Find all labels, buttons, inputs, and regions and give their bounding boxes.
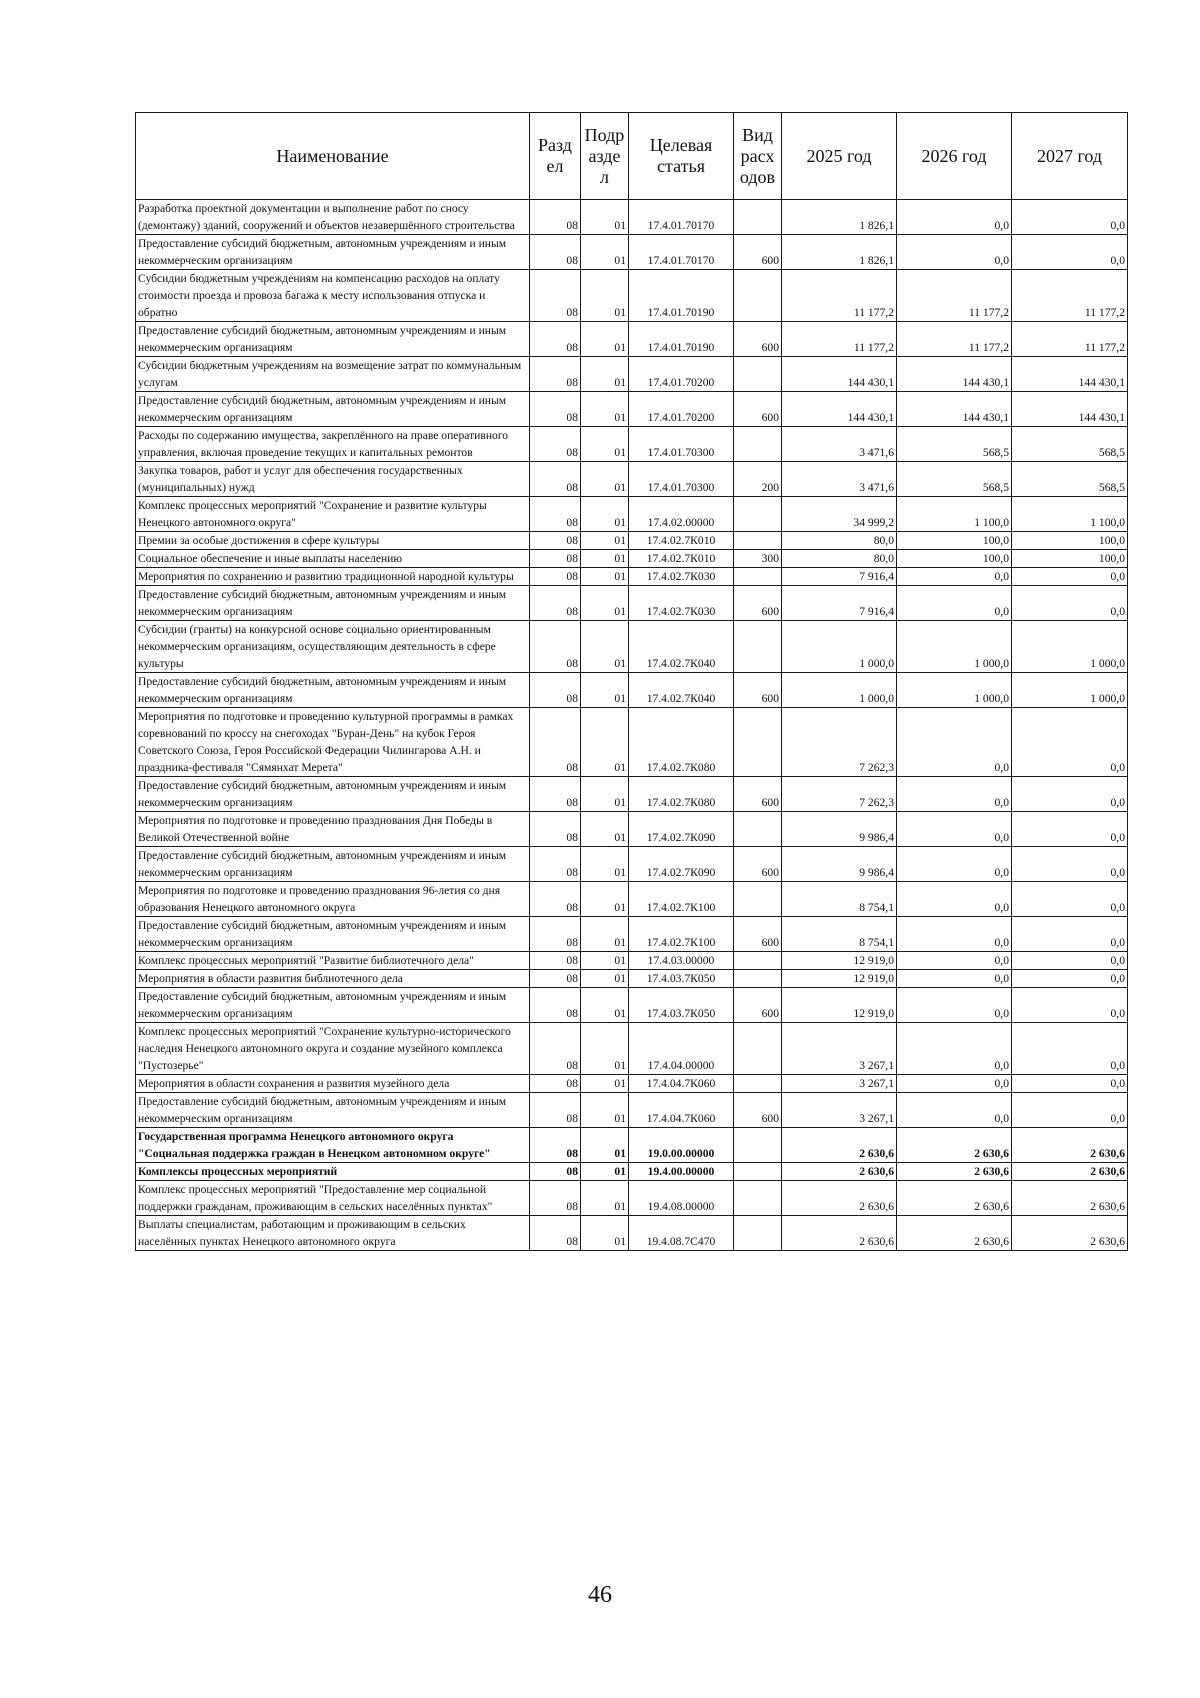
row-amount-2026-cell: 1 100,0 xyxy=(897,497,1012,532)
row-amount-2025-cell: 3 471,6 xyxy=(782,462,897,497)
row-amount-2027-cell: 2 630,6 xyxy=(1012,1128,1128,1163)
row-amount-2025-cell: 9 986,4 xyxy=(782,847,897,882)
table-row xyxy=(136,550,1128,568)
row-amount-2027-cell: 144 430,1 xyxy=(1012,357,1128,392)
table-row xyxy=(136,270,1128,322)
budget-table xyxy=(135,112,1128,1251)
row-article-cell: 17.4.02.7К080 xyxy=(629,708,734,777)
row-section-cell: 08 xyxy=(530,708,581,777)
row-subsection-cell: 01 xyxy=(581,532,629,550)
row-expense-type-cell xyxy=(734,1181,782,1216)
row-amount-2027-cell: 0,0 xyxy=(1012,777,1128,812)
row-name-cell: Комплекс процессных мероприятий "Сохранение и развитие культуры Ненецкого автономного округа" xyxy=(136,497,530,532)
row-amount-2026-cell: 1 000,0 xyxy=(897,673,1012,708)
row-subsection-cell: 01 xyxy=(581,427,629,462)
row-name-cell: Премии за особые достижения в сфере культуры xyxy=(136,532,530,550)
row-amount-2027-cell: 0,0 xyxy=(1012,200,1128,235)
row-amount-2026-cell: 0,0 xyxy=(897,777,1012,812)
row-name-cell: Разработка проектной документации и выполнение работ по сносу (демонтажу) зданий, сооружений и объектов незавершённого строительства xyxy=(136,200,530,235)
row-subsection-cell: 01 xyxy=(581,1163,629,1181)
row-amount-2027-cell: 0,0 xyxy=(1012,1023,1128,1075)
row-section-cell: 08 xyxy=(530,392,581,427)
row-subsection-cell: 01 xyxy=(581,550,629,568)
row-amount-2027-cell: 144 430,1 xyxy=(1012,392,1128,427)
row-expense-type-cell xyxy=(734,1128,782,1163)
header-year-2027: 2027 год xyxy=(1012,113,1128,200)
row-article-cell: 17.4.02.7К010 xyxy=(629,550,734,568)
row-amount-2027-cell: 0,0 xyxy=(1012,1075,1128,1093)
row-section-cell: 08 xyxy=(530,235,581,270)
row-amount-2026-cell: 0,0 xyxy=(897,882,1012,917)
row-name-cell: Выплаты специалистам, работающим и проживающим в сельских населённых пунктах Ненецкого автономного округа xyxy=(136,1216,530,1251)
row-section-cell: 08 xyxy=(530,568,581,586)
row-amount-2027-cell: 0,0 xyxy=(1012,708,1128,777)
row-amount-2027-cell: 0,0 xyxy=(1012,882,1128,917)
row-expense-type-cell xyxy=(734,1023,782,1075)
row-amount-2026-cell: 0,0 xyxy=(897,970,1012,988)
table-row xyxy=(136,532,1128,550)
row-amount-2025-cell: 3 471,6 xyxy=(782,427,897,462)
row-article-cell: 17.4.02.7К010 xyxy=(629,532,734,550)
row-subsection-cell: 01 xyxy=(581,235,629,270)
row-article-cell: 17.4.01.70200 xyxy=(629,357,734,392)
row-article-cell: 17.4.03.7К050 xyxy=(629,988,734,1023)
row-article-cell: 17.4.01.70190 xyxy=(629,322,734,357)
row-amount-2026-cell: 0,0 xyxy=(897,847,1012,882)
row-name-cell: Предоставление субсидий бюджетным, автономным учреждениям и иным некоммерческим организациям xyxy=(136,673,530,708)
row-name-cell: Комплекс процессных мероприятий "Предоставление мер социальной поддержки гражданам, проживающим в сельских населённых пунктах" xyxy=(136,1181,530,1216)
row-section-cell: 08 xyxy=(530,882,581,917)
row-subsection-cell: 01 xyxy=(581,952,629,970)
row-amount-2025-cell: 3 267,1 xyxy=(782,1023,897,1075)
row-section-cell: 08 xyxy=(530,812,581,847)
row-subsection-cell: 01 xyxy=(581,462,629,497)
row-amount-2025-cell: 12 919,0 xyxy=(782,988,897,1023)
row-expense-type-cell: 600 xyxy=(734,917,782,952)
row-name-cell: Социальное обеспечение и иные выплаты населению xyxy=(136,550,530,568)
row-amount-2025-cell: 7 916,4 xyxy=(782,568,897,586)
row-section-cell: 08 xyxy=(530,847,581,882)
row-subsection-cell: 01 xyxy=(581,917,629,952)
row-name-cell: Предоставление субсидий бюджетным, автономным учреждениям и иным некоммерческим организациям xyxy=(136,1093,530,1128)
table-row xyxy=(136,586,1128,621)
header-expense-type: Вид расх одов xyxy=(734,113,782,200)
row-section-cell: 08 xyxy=(530,917,581,952)
row-amount-2025-cell: 2 630,6 xyxy=(782,1216,897,1251)
row-article-cell: 19.0.00.00000 xyxy=(629,1128,734,1163)
row-subsection-cell: 01 xyxy=(581,970,629,988)
row-amount-2027-cell: 100,0 xyxy=(1012,532,1128,550)
row-article-cell: 17.4.01.70190 xyxy=(629,270,734,322)
row-section-cell: 08 xyxy=(530,586,581,621)
row-subsection-cell: 01 xyxy=(581,497,629,532)
row-article-cell: 17.4.01.70300 xyxy=(629,462,734,497)
row-name-cell: Предоставление субсидий бюджетным, автономным учреждениям и иным некоммерческим организациям xyxy=(136,777,530,812)
row-expense-type-cell: 600 xyxy=(734,847,782,882)
row-section-cell: 08 xyxy=(530,1075,581,1093)
row-expense-type-cell xyxy=(734,621,782,673)
row-expense-type-cell: 600 xyxy=(734,777,782,812)
row-amount-2026-cell: 144 430,1 xyxy=(897,357,1012,392)
row-name-cell: Субсидии бюджетным учреждениям на возмещение затрат по коммунальным услугам xyxy=(136,357,530,392)
row-expense-type-cell: 600 xyxy=(734,235,782,270)
row-section-cell: 08 xyxy=(530,532,581,550)
row-subsection-cell: 01 xyxy=(581,200,629,235)
row-subsection-cell: 01 xyxy=(581,847,629,882)
row-amount-2025-cell: 3 267,1 xyxy=(782,1093,897,1128)
row-article-cell: 17.4.02.7К080 xyxy=(629,777,734,812)
row-name-cell: Предоставление субсидий бюджетным, автономным учреждениям и иным некоммерческим организациям xyxy=(136,322,530,357)
row-section-cell: 08 xyxy=(530,427,581,462)
row-subsection-cell: 01 xyxy=(581,988,629,1023)
row-subsection-cell: 01 xyxy=(581,1216,629,1251)
row-amount-2027-cell: 0,0 xyxy=(1012,970,1128,988)
row-amount-2027-cell: 0,0 xyxy=(1012,1093,1128,1128)
table-row xyxy=(136,462,1128,497)
header-section: Разд ел xyxy=(530,113,581,200)
row-expense-type-cell xyxy=(734,1216,782,1251)
row-section-cell: 08 xyxy=(530,322,581,357)
row-section-cell: 08 xyxy=(530,988,581,1023)
table-row xyxy=(136,621,1128,673)
row-amount-2025-cell: 1 000,0 xyxy=(782,673,897,708)
row-amount-2026-cell: 1 000,0 xyxy=(897,621,1012,673)
row-amount-2025-cell: 7 262,3 xyxy=(782,777,897,812)
row-amount-2027-cell: 0,0 xyxy=(1012,988,1128,1023)
row-subsection-cell: 01 xyxy=(581,270,629,322)
row-expense-type-cell: 600 xyxy=(734,392,782,427)
header-subsection: Подр азде л xyxy=(581,113,629,200)
row-subsection-cell: 01 xyxy=(581,777,629,812)
row-amount-2027-cell: 0,0 xyxy=(1012,812,1128,847)
row-article-cell: 17.4.04.7К060 xyxy=(629,1093,734,1128)
row-subsection-cell: 01 xyxy=(581,1075,629,1093)
row-article-cell: 17.4.02.7К040 xyxy=(629,673,734,708)
row-amount-2025-cell: 80,0 xyxy=(782,532,897,550)
table-row xyxy=(136,970,1128,988)
row-amount-2025-cell: 11 177,2 xyxy=(782,270,897,322)
row-article-cell: 17.4.02.7К100 xyxy=(629,917,734,952)
table-row xyxy=(136,357,1128,392)
row-section-cell: 08 xyxy=(530,952,581,970)
row-section-cell: 08 xyxy=(530,357,581,392)
row-amount-2027-cell: 0,0 xyxy=(1012,235,1128,270)
row-expense-type-cell: 600 xyxy=(734,988,782,1023)
row-article-cell: 19.4.08.00000 xyxy=(629,1181,734,1216)
row-amount-2027-cell: 100,0 xyxy=(1012,550,1128,568)
row-subsection-cell: 01 xyxy=(581,812,629,847)
row-amount-2026-cell: 0,0 xyxy=(897,568,1012,586)
row-amount-2025-cell: 80,0 xyxy=(782,550,897,568)
row-amount-2026-cell: 0,0 xyxy=(897,1093,1012,1128)
row-subsection-cell: 01 xyxy=(581,882,629,917)
row-amount-2025-cell: 9 986,4 xyxy=(782,812,897,847)
row-expense-type-cell xyxy=(734,357,782,392)
row-amount-2025-cell: 8 754,1 xyxy=(782,917,897,952)
table-row xyxy=(136,392,1128,427)
row-expense-type-cell: 600 xyxy=(734,1093,782,1128)
row-amount-2027-cell: 11 177,2 xyxy=(1012,322,1128,357)
row-amount-2027-cell: 2 630,6 xyxy=(1012,1181,1128,1216)
row-amount-2027-cell: 0,0 xyxy=(1012,952,1128,970)
row-amount-2027-cell: 2 630,6 xyxy=(1012,1163,1128,1181)
row-name-cell: Мероприятия по подготовке и проведению культурной программы в рамках соревнований по кроссу на снегоходах "Буран-День" на кубок Героя Советского Союза, Героя Российской Федерации Чилингарова А.Н. и праздника-фестиваля "Сямянхат Мерета" xyxy=(136,708,530,777)
row-amount-2026-cell: 0,0 xyxy=(897,235,1012,270)
table-row xyxy=(136,812,1128,847)
row-article-cell: 19.4.00.00000 xyxy=(629,1163,734,1181)
table-row xyxy=(136,200,1128,235)
table-row xyxy=(136,497,1128,532)
row-expense-type-cell xyxy=(734,882,782,917)
row-amount-2025-cell: 12 919,0 xyxy=(782,970,897,988)
row-amount-2027-cell: 11 177,2 xyxy=(1012,270,1128,322)
row-amount-2025-cell: 2 630,6 xyxy=(782,1128,897,1163)
row-amount-2026-cell: 11 177,2 xyxy=(897,270,1012,322)
row-amount-2025-cell: 1 826,1 xyxy=(782,200,897,235)
row-amount-2027-cell: 568,5 xyxy=(1012,462,1128,497)
row-article-cell: 17.4.03.7К050 xyxy=(629,970,734,988)
row-article-cell: 17.4.02.7К100 xyxy=(629,882,734,917)
row-section-cell: 08 xyxy=(530,497,581,532)
row-expense-type-cell xyxy=(734,1075,782,1093)
row-article-cell: 17.4.01.70200 xyxy=(629,392,734,427)
table-row xyxy=(136,235,1128,270)
row-amount-2027-cell: 1 000,0 xyxy=(1012,673,1128,708)
row-amount-2027-cell: 0,0 xyxy=(1012,586,1128,621)
row-amount-2027-cell: 568,5 xyxy=(1012,427,1128,462)
table-row xyxy=(136,1075,1128,1093)
row-expense-type-cell: 600 xyxy=(734,322,782,357)
row-article-cell: 17.4.01.70300 xyxy=(629,427,734,462)
row-article-cell: 17.4.03.00000 xyxy=(629,952,734,970)
row-expense-type-cell: 200 xyxy=(734,462,782,497)
row-expense-type-cell xyxy=(734,568,782,586)
row-section-cell: 08 xyxy=(530,1128,581,1163)
row-subsection-cell: 01 xyxy=(581,1181,629,1216)
row-amount-2027-cell: 0,0 xyxy=(1012,847,1128,882)
table-header-row xyxy=(136,113,1128,200)
page-number: 46 xyxy=(588,1582,612,1608)
row-amount-2025-cell: 2 630,6 xyxy=(782,1163,897,1181)
row-amount-2026-cell: 0,0 xyxy=(897,200,1012,235)
row-name-cell: Мероприятия в области сохранения и развития музейного дела xyxy=(136,1075,530,1093)
row-section-cell: 08 xyxy=(530,970,581,988)
row-subsection-cell: 01 xyxy=(581,1093,629,1128)
row-amount-2027-cell: 0,0 xyxy=(1012,917,1128,952)
row-name-cell: Предоставление субсидий бюджетным, автономным учреждениям и иным некоммерческим организациям xyxy=(136,847,530,882)
row-amount-2026-cell: 0,0 xyxy=(897,708,1012,777)
row-expense-type-cell: 300 xyxy=(734,550,782,568)
table-row xyxy=(136,1216,1128,1251)
row-section-cell: 08 xyxy=(530,1181,581,1216)
table-row xyxy=(136,1163,1128,1181)
row-amount-2026-cell: 2 630,6 xyxy=(897,1128,1012,1163)
row-amount-2025-cell: 144 430,1 xyxy=(782,357,897,392)
row-subsection-cell: 01 xyxy=(581,586,629,621)
row-article-cell: 17.4.04.7К060 xyxy=(629,1075,734,1093)
row-name-cell: Мероприятия по подготовке и проведению празднования Дня Победы в Великой Отечественной войне xyxy=(136,812,530,847)
row-subsection-cell: 01 xyxy=(581,621,629,673)
row-article-cell: 17.4.02.7К090 xyxy=(629,847,734,882)
row-subsection-cell: 01 xyxy=(581,708,629,777)
header-year-2025: 2025 год xyxy=(782,113,897,200)
row-expense-type-cell xyxy=(734,1163,782,1181)
row-amount-2025-cell: 34 999,2 xyxy=(782,497,897,532)
row-amount-2026-cell: 0,0 xyxy=(897,812,1012,847)
row-amount-2026-cell: 144 430,1 xyxy=(897,392,1012,427)
row-amount-2027-cell: 1 100,0 xyxy=(1012,497,1128,532)
row-amount-2026-cell: 0,0 xyxy=(897,952,1012,970)
table-row xyxy=(136,1181,1128,1216)
table-row xyxy=(136,917,1128,952)
table-row xyxy=(136,322,1128,357)
row-subsection-cell: 01 xyxy=(581,568,629,586)
row-name-cell: Комплекс процессных мероприятий "Развитие библиотечного дела" xyxy=(136,952,530,970)
row-section-cell: 08 xyxy=(530,550,581,568)
row-name-cell: Предоставление субсидий бюджетным, автономным учреждениям и иным некоммерческим организациям xyxy=(136,917,530,952)
table-row xyxy=(136,568,1128,586)
row-amount-2025-cell: 7 916,4 xyxy=(782,586,897,621)
row-subsection-cell: 01 xyxy=(581,673,629,708)
row-amount-2026-cell: 2 630,6 xyxy=(897,1181,1012,1216)
row-amount-2025-cell: 144 430,1 xyxy=(782,392,897,427)
row-amount-2026-cell: 0,0 xyxy=(897,1023,1012,1075)
row-name-cell: Предоставление субсидий бюджетным, автономным учреждениям и иным некоммерческим организациям xyxy=(136,988,530,1023)
row-article-cell: 17.4.02.7К030 xyxy=(629,568,734,586)
row-expense-type-cell xyxy=(734,970,782,988)
row-section-cell: 08 xyxy=(530,200,581,235)
row-amount-2026-cell: 0,0 xyxy=(897,917,1012,952)
row-expense-type-cell: 600 xyxy=(734,586,782,621)
row-amount-2025-cell: 12 919,0 xyxy=(782,952,897,970)
row-expense-type-cell xyxy=(734,497,782,532)
row-amount-2027-cell: 1 000,0 xyxy=(1012,621,1128,673)
row-expense-type-cell: 600 xyxy=(734,673,782,708)
table-row xyxy=(136,1023,1128,1075)
row-section-cell: 08 xyxy=(530,1093,581,1128)
row-amount-2026-cell: 2 630,6 xyxy=(897,1216,1012,1251)
table-row xyxy=(136,777,1128,812)
table-row xyxy=(136,708,1128,777)
row-expense-type-cell xyxy=(734,952,782,970)
row-amount-2025-cell: 11 177,2 xyxy=(782,322,897,357)
row-amount-2025-cell: 8 754,1 xyxy=(782,882,897,917)
row-section-cell: 08 xyxy=(530,1163,581,1181)
row-article-cell: 17.4.02.7К030 xyxy=(629,586,734,621)
table-body xyxy=(136,200,1128,1251)
row-section-cell: 08 xyxy=(530,1216,581,1251)
row-subsection-cell: 01 xyxy=(581,357,629,392)
row-expense-type-cell xyxy=(734,708,782,777)
row-expense-type-cell xyxy=(734,427,782,462)
row-name-cell: Субсидии бюджетным учреждениям на компенсацию расходов на оплату стоимости проезда и провоза багажа к месту использования отпуска и обратно xyxy=(136,270,530,322)
row-expense-type-cell xyxy=(734,200,782,235)
table-row xyxy=(136,427,1128,462)
header-article: Целевая статья xyxy=(629,113,734,200)
row-name-cell: Расходы по содержанию имущества, закреплённого на праве оперативного управления, включая проведение текущих и капитальных ремонтов xyxy=(136,427,530,462)
row-article-cell: 17.4.01.70170 xyxy=(629,235,734,270)
row-subsection-cell: 01 xyxy=(581,392,629,427)
row-amount-2026-cell: 0,0 xyxy=(897,586,1012,621)
row-article-cell: 17.4.02.00000 xyxy=(629,497,734,532)
row-amount-2026-cell: 0,0 xyxy=(897,1075,1012,1093)
row-article-cell: 17.4.02.7К040 xyxy=(629,621,734,673)
row-article-cell: 17.4.02.7К090 xyxy=(629,812,734,847)
row-section-cell: 08 xyxy=(530,621,581,673)
row-amount-2026-cell: 568,5 xyxy=(897,427,1012,462)
row-subsection-cell: 01 xyxy=(581,1128,629,1163)
row-expense-type-cell xyxy=(734,812,782,847)
header-year-2026: 2026 год xyxy=(897,113,1012,200)
row-section-cell: 08 xyxy=(530,1023,581,1075)
row-amount-2025-cell: 1 000,0 xyxy=(782,621,897,673)
row-name-cell: Мероприятия по подготовке и проведению празднования 96-летия со дня образования Ненецкого автономного округа xyxy=(136,882,530,917)
row-amount-2025-cell: 1 826,1 xyxy=(782,235,897,270)
row-amount-2026-cell: 100,0 xyxy=(897,532,1012,550)
table-row xyxy=(136,847,1128,882)
row-subsection-cell: 01 xyxy=(581,1023,629,1075)
row-name-cell: Мероприятия в области развития библиотечного дела xyxy=(136,970,530,988)
row-amount-2025-cell: 7 262,3 xyxy=(782,708,897,777)
table-row xyxy=(136,952,1128,970)
row-amount-2027-cell: 0,0 xyxy=(1012,568,1128,586)
row-article-cell: 17.4.04.00000 xyxy=(629,1023,734,1075)
row-name-cell: Мероприятия по сохранению и развитию традиционной народной культуры xyxy=(136,568,530,586)
row-name-cell: Предоставление субсидий бюджетным, автономным учреждениям и иным некоммерческим организациям xyxy=(136,392,530,427)
row-name-cell: Комплекс процессных мероприятий "Сохранение культурно-исторического наследия Ненецкого автономного округа и создание музейного комплекса "Пустозерье" xyxy=(136,1023,530,1075)
row-name-cell: Закупка товаров, работ и услуг для обеспечения государственных (муниципальных) нужд xyxy=(136,462,530,497)
row-section-cell: 08 xyxy=(530,777,581,812)
row-section-cell: 08 xyxy=(530,673,581,708)
row-name-cell: Государственная программа Ненецкого автономного округа "Социальная поддержка граждан в Ненецком автономном округе" xyxy=(136,1128,530,1163)
row-name-cell: Комплексы процессных мероприятий xyxy=(136,1163,530,1181)
row-subsection-cell: 01 xyxy=(581,322,629,357)
table-row xyxy=(136,1128,1128,1163)
table-row xyxy=(136,673,1128,708)
header-name: Наименование xyxy=(136,113,530,200)
row-amount-2027-cell: 2 630,6 xyxy=(1012,1216,1128,1251)
row-article-cell: 19.4.08.7С470 xyxy=(629,1216,734,1251)
table-row xyxy=(136,988,1128,1023)
table-row xyxy=(136,882,1128,917)
row-name-cell: Предоставление субсидий бюджетным, автономным учреждениям и иным некоммерческим организациям xyxy=(136,235,530,270)
row-amount-2026-cell: 568,5 xyxy=(897,462,1012,497)
row-article-cell: 17.4.01.70170 xyxy=(629,200,734,235)
row-amount-2026-cell: 11 177,2 xyxy=(897,322,1012,357)
row-amount-2026-cell: 0,0 xyxy=(897,988,1012,1023)
row-name-cell: Предоставление субсидий бюджетным, автономным учреждениям и иным некоммерческим организациям xyxy=(136,586,530,621)
row-name-cell: Субсидии (гранты) на конкурсной основе социально ориентированным некоммерческим организациям, осуществляющим деятельность в сфере культуры xyxy=(136,621,530,673)
table-row xyxy=(136,1093,1128,1128)
row-section-cell: 08 xyxy=(530,462,581,497)
row-expense-type-cell xyxy=(734,532,782,550)
row-amount-2026-cell: 2 630,6 xyxy=(897,1163,1012,1181)
row-section-cell: 08 xyxy=(530,270,581,322)
row-expense-type-cell xyxy=(734,270,782,322)
row-amount-2026-cell: 100,0 xyxy=(897,550,1012,568)
row-amount-2025-cell: 3 267,1 xyxy=(782,1075,897,1093)
row-amount-2025-cell: 2 630,6 xyxy=(782,1181,897,1216)
